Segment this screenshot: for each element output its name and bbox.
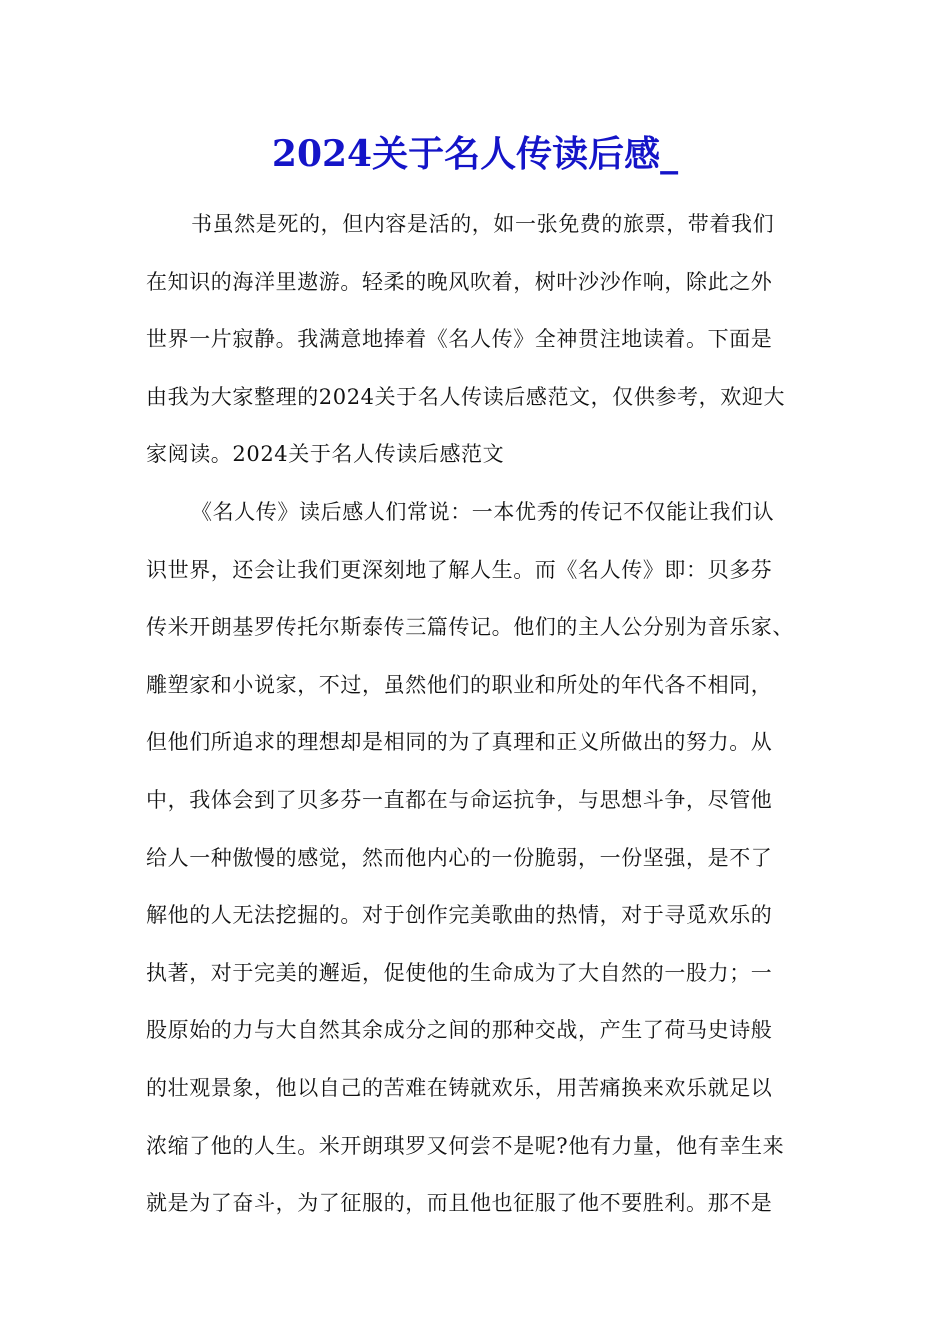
text-line: 由我为大家整理的2024关于名人传读后感范文，仅供参考，欢迎大 bbox=[146, 384, 786, 409]
text-line: 就是为了奋斗，为了征服的，而且他也征服了他不要胜利。那不是 bbox=[146, 1191, 773, 1216]
text-line: 的壮观景象，他以自己的苦难在铸就欢乐，用苦痛换来欢乐就足以 bbox=[146, 1075, 773, 1100]
text-line: 解他的人无法挖掘的。对于创作完美歌曲的热情，对于寻觅欢乐的 bbox=[146, 903, 773, 928]
text-line: 雕塑家和小说家，不过，虽然他们的职业和所处的年代各不相同， bbox=[146, 672, 773, 697]
text-line: 《名人传》读后感人们常说：一本优秀的传记不仅能让我们认 bbox=[191, 500, 775, 524]
text-line: 浓缩了他的人生。米开朗琪罗又何尝不是呢?他有力量，他有幸生来 bbox=[146, 1133, 785, 1158]
paragraph-intro bbox=[146, 196, 811, 484]
text-line: 给人一种傲慢的感觉，然而他内心的一份脆弱，一份坚强，是不了 bbox=[146, 845, 773, 870]
text-line: 股原始的力与大自然其余成分之间的那种交战，产生了荷马史诗般 bbox=[146, 1018, 773, 1043]
document-title: 2024关于名人传读后感_ bbox=[271, 133, 679, 175]
text-line: 传米开朗基罗传托尔斯泰传三篇传记。他们的主人公分别为音乐家、 bbox=[146, 615, 794, 640]
text-line: 在知识的海洋里遨游。轻柔的晚风吹着，树叶沙沙作响，除此之外 bbox=[146, 269, 773, 294]
text-line: 世界一片寂静。我满意地捧着《名人传》全神贯注地读着。下面是 bbox=[146, 327, 773, 352]
text-line: 执著，对于完美的邂逅，促使他的生命成为了大自然的一股力；一 bbox=[146, 960, 773, 985]
text-line: 家阅读。2024关于名人传读后感范文 bbox=[146, 442, 505, 467]
text-line: 但他们所追求的理想却是相同的为了真理和正义所做出的努力。从 bbox=[146, 730, 773, 755]
paragraph-review bbox=[146, 484, 811, 1233]
text-line: 书虽然是死的，但内容是活的，如一张免费的旅票，带着我们 bbox=[191, 212, 775, 236]
text-line: 识世界，还会让我们更深刻地了解人生。而《名人传》即：贝多芬 bbox=[146, 557, 773, 582]
text-line: 中，我体会到了贝多芬一直都在与命运抗争，与思想斗争，尽管他 bbox=[146, 787, 773, 812]
